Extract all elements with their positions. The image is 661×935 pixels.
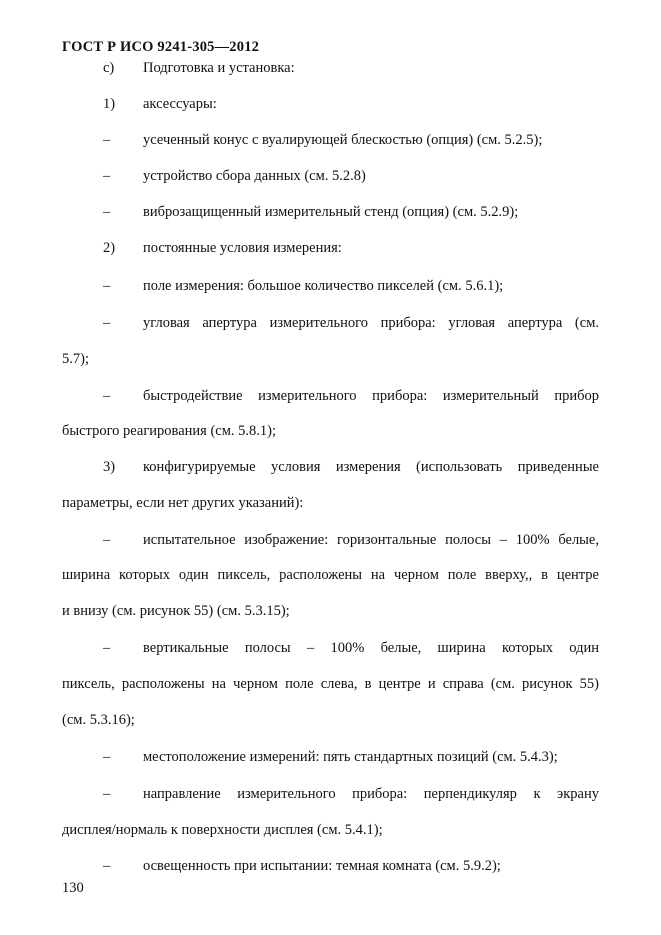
- item-marker: –: [103, 315, 111, 331]
- item-marker: –: [103, 858, 111, 874]
- item-marker: –: [103, 388, 111, 404]
- item-text: аксессуары:: [143, 96, 217, 112]
- item-marker: –: [103, 168, 111, 184]
- item-marker: –: [103, 204, 111, 220]
- item-marker: –: [103, 532, 111, 548]
- item-text: Подготовка и установка:: [143, 60, 295, 76]
- document-header: ГОСТ Р ИСО 9241-305—2012: [62, 39, 260, 55]
- page-number: 130: [62, 880, 84, 896]
- item-continuation: (см. 5.3.16);: [62, 712, 135, 728]
- item-text: вертикальные полосы – 100% белые, ширина которых один: [143, 640, 599, 656]
- item-marker: 3): [103, 459, 116, 475]
- item-marker: 1): [103, 96, 116, 112]
- item-continuation: дисплея/нормаль к поверхности дисплея (см. 5.4.1);: [62, 822, 383, 838]
- item-text: виброзащищенный измерительный стенд (опция) (см. 5.2.9);: [143, 204, 519, 220]
- item-continuation: быстрого реагирования (см. 5.8.1);: [62, 423, 276, 439]
- item-marker: –: [103, 132, 111, 148]
- item-continuation: ширина которых один пиксель, расположены на черном поле вверху,, в центре: [62, 567, 599, 583]
- item-marker: –: [103, 278, 111, 294]
- item-text: местоположение измерений: пять стандартных позиций (см. 5.4.3);: [143, 749, 558, 765]
- item-text: постоянные условия измерения:: [143, 240, 342, 256]
- item-continuation: пиксель, расположены на черном поле слева, в центре и справа (см. рисунок 55): [62, 676, 599, 692]
- item-text: поле измерения: большое количество пикселей (см. 5.6.1);: [143, 278, 504, 294]
- item-marker: c): [103, 60, 115, 76]
- item-text: направление измерительного прибора: перпендикуляр к экрану: [143, 786, 599, 802]
- item-marker: –: [103, 786, 111, 802]
- item-text: устройство сбора данных (см. 5.2.8): [143, 168, 366, 184]
- item-text: испытательное изображение: горизонтальные полосы – 100% белые,: [143, 532, 599, 548]
- item-text: угловая апертура измерительного прибора: угловая апертура (см.: [143, 315, 599, 331]
- item-text: быстродействие измерительного прибора: измерительный прибор: [143, 388, 599, 404]
- item-continuation: 5.7);: [62, 351, 89, 367]
- item-marker: –: [103, 640, 111, 656]
- item-marker: 2): [103, 240, 116, 256]
- item-marker: –: [103, 749, 111, 765]
- item-text: конфигурируемые условия измерения (использовать приведенные: [143, 459, 599, 475]
- item-continuation: параметры, если нет других указаний):: [62, 495, 304, 511]
- item-continuation: и внизу (см. рисунок 55) (см. 5.3.15);: [62, 603, 290, 619]
- item-text: освещенность при испытании: темная комната (см. 5.9.2);: [143, 858, 501, 874]
- item-text: усеченный конус с вуалирующей блескостью (опция) (см. 5.2.5);: [143, 132, 543, 148]
